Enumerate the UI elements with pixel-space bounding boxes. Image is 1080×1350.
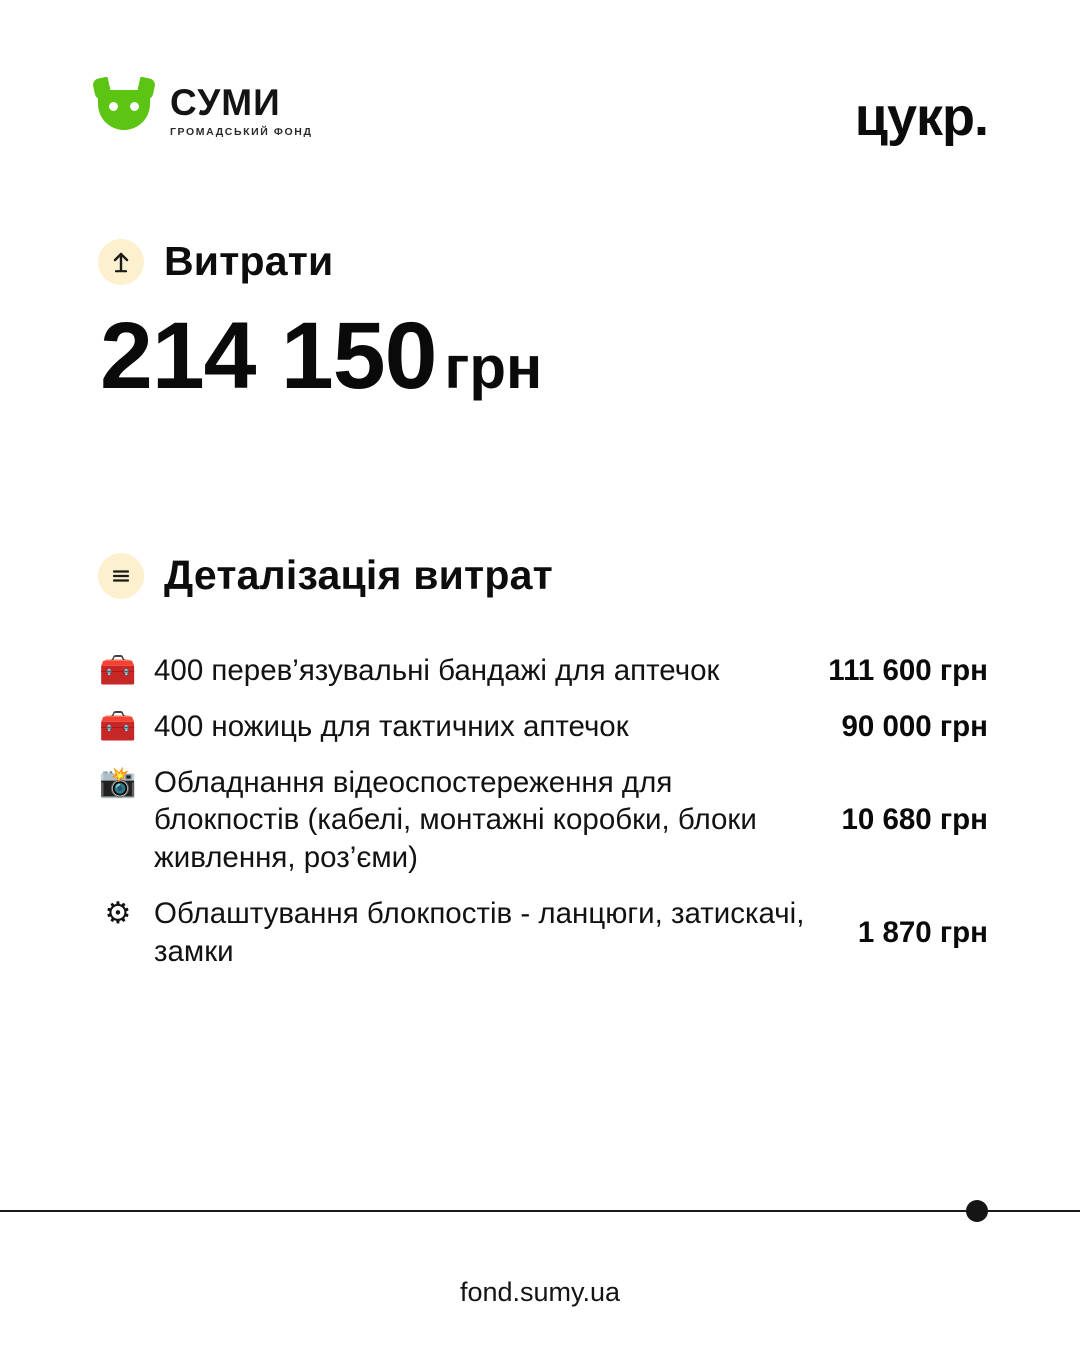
- expenses-title: Витрати: [164, 238, 334, 284]
- breakdown-title: Деталізація витрат: [164, 552, 553, 598]
- list-item-label: Облаштування блокпостів - ланцюги, затискачі, замки: [154, 896, 805, 968]
- footer-divider: [0, 1200, 1080, 1222]
- breakdown-list: [98, 643, 988, 979]
- gear-icon: ⚙: [104, 896, 132, 930]
- first-aid-kit-icon: 🧰: [99, 709, 137, 743]
- divider-line: [0, 1210, 1080, 1212]
- breakdown-heading: [98, 552, 988, 599]
- header: [92, 78, 988, 168]
- sumy-foundation-logo: [92, 78, 313, 140]
- list-lines-icon: [98, 553, 144, 599]
- camera-with-flash-icon: 📸: [99, 765, 137, 799]
- list-item: [98, 755, 988, 886]
- logo-subtitle: ГРОМАДСЬКИЙ ФОНД: [170, 126, 313, 138]
- first-aid-kit-icon: 🧰: [99, 654, 137, 687]
- arrow-up-icon: [98, 239, 144, 285]
- expenses-amount-row: [100, 303, 988, 409]
- list-item-amount: 10 680 грн: [841, 803, 988, 837]
- list-item-label: 400 перев’язувальні бандажі для аптечок: [154, 654, 720, 687]
- expenses-section: [98, 238, 988, 409]
- list-item: [98, 886, 988, 980]
- breakdown-section: [98, 552, 988, 979]
- expenses-heading: [98, 238, 988, 285]
- list-item-amount: 1 870 грн: [857, 915, 988, 949]
- bull-head-icon: [92, 78, 156, 140]
- list-item-label: Обладнання відеоспостереження для блокпостів (кабелі, монтажні коробки, блоки живлення, роз’єми): [154, 765, 757, 874]
- expenses-amount: 214 150: [100, 303, 437, 409]
- list-item-amount: 90 000 грн: [841, 709, 988, 743]
- end-dot-icon: [966, 1200, 988, 1222]
- list-item: [98, 699, 988, 755]
- list-item-amount: 111 600 грн: [828, 653, 988, 687]
- logo-title: СУМИ: [170, 82, 281, 123]
- expenses-currency: грн: [444, 334, 543, 401]
- logo-text: [170, 80, 313, 138]
- footer-url[interactable]: fond.sumy.ua: [459, 1277, 621, 1307]
- list-item-label: 400 ножиць для тактичних аптечок: [154, 709, 629, 743]
- partner-logo: цукр.: [854, 87, 988, 147]
- list-item: [98, 643, 988, 699]
